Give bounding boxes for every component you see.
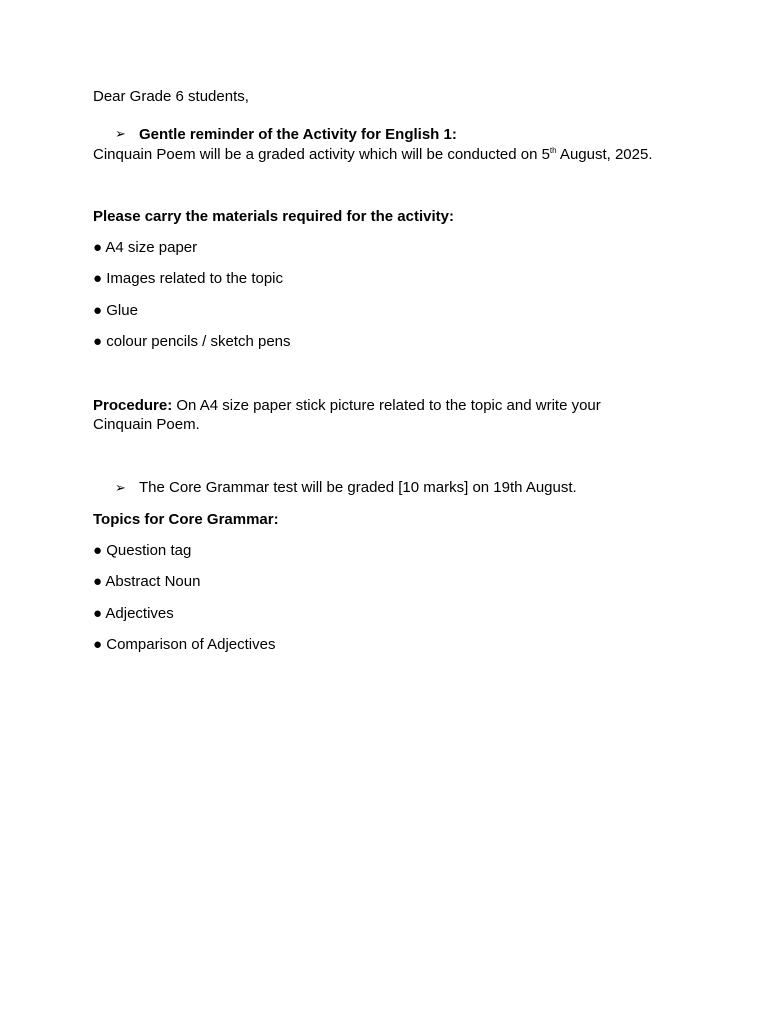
grammar-topic: Question tag xyxy=(106,542,192,559)
material-item: Images related to the topic xyxy=(106,270,284,287)
greeting: Dear Grade 6 students, xyxy=(93,88,249,105)
reminder-text-after: August, 2025. xyxy=(556,146,653,163)
list-item xyxy=(93,301,138,320)
bullet-icon: ● xyxy=(93,573,103,590)
material-item: A4 size paper xyxy=(105,239,198,256)
material-item: colour pencils / sketch pens xyxy=(106,333,291,350)
bullet-icon: ● xyxy=(93,239,103,256)
grammar-notice: The Core Grammar test will be graded [10 marks] on 19th August. xyxy=(139,479,577,496)
grammar-heading: Topics for Core Grammar: xyxy=(93,511,279,528)
list-item xyxy=(93,238,197,257)
bullet-icon: ● xyxy=(93,542,103,559)
bullet-icon: ● xyxy=(93,302,103,319)
arrow-bullet-icon: ➢ xyxy=(115,126,126,141)
materials-heading: Please carry the materials required for the activity: xyxy=(93,208,454,225)
procedure-paragraph xyxy=(93,396,653,434)
bullet-icon: ● xyxy=(93,333,103,350)
bullet-icon: ● xyxy=(93,605,103,622)
grammar-topic: Abstract Noun xyxy=(105,573,201,590)
material-item: Glue xyxy=(106,302,138,319)
procedure-text: On A4 size paper stick picture related to the topic and write your Cinquain Poem. xyxy=(93,397,601,433)
reminder-text xyxy=(93,145,653,164)
reminder-heading: Gentle reminder of the Activity for English 1: xyxy=(139,126,457,143)
list-item xyxy=(93,604,174,623)
list-item xyxy=(93,541,191,560)
reminder-superscript: th xyxy=(549,146,557,155)
bullet-icon: ● xyxy=(93,270,103,287)
grammar-topic: Adjectives xyxy=(105,605,174,622)
list-item xyxy=(93,269,283,288)
reminder-text-before: Cinquain Poem will be a graded activity which will be conducted on 5 xyxy=(93,146,550,163)
arrow-bullet-icon: ➢ xyxy=(115,480,126,495)
procedure-label: Procedure: xyxy=(93,397,173,414)
bullet-icon: ● xyxy=(93,636,103,653)
list-item xyxy=(93,332,291,351)
list-item xyxy=(93,572,200,591)
grammar-topic: Comparison of Adjectives xyxy=(106,636,276,653)
list-item xyxy=(93,635,275,654)
